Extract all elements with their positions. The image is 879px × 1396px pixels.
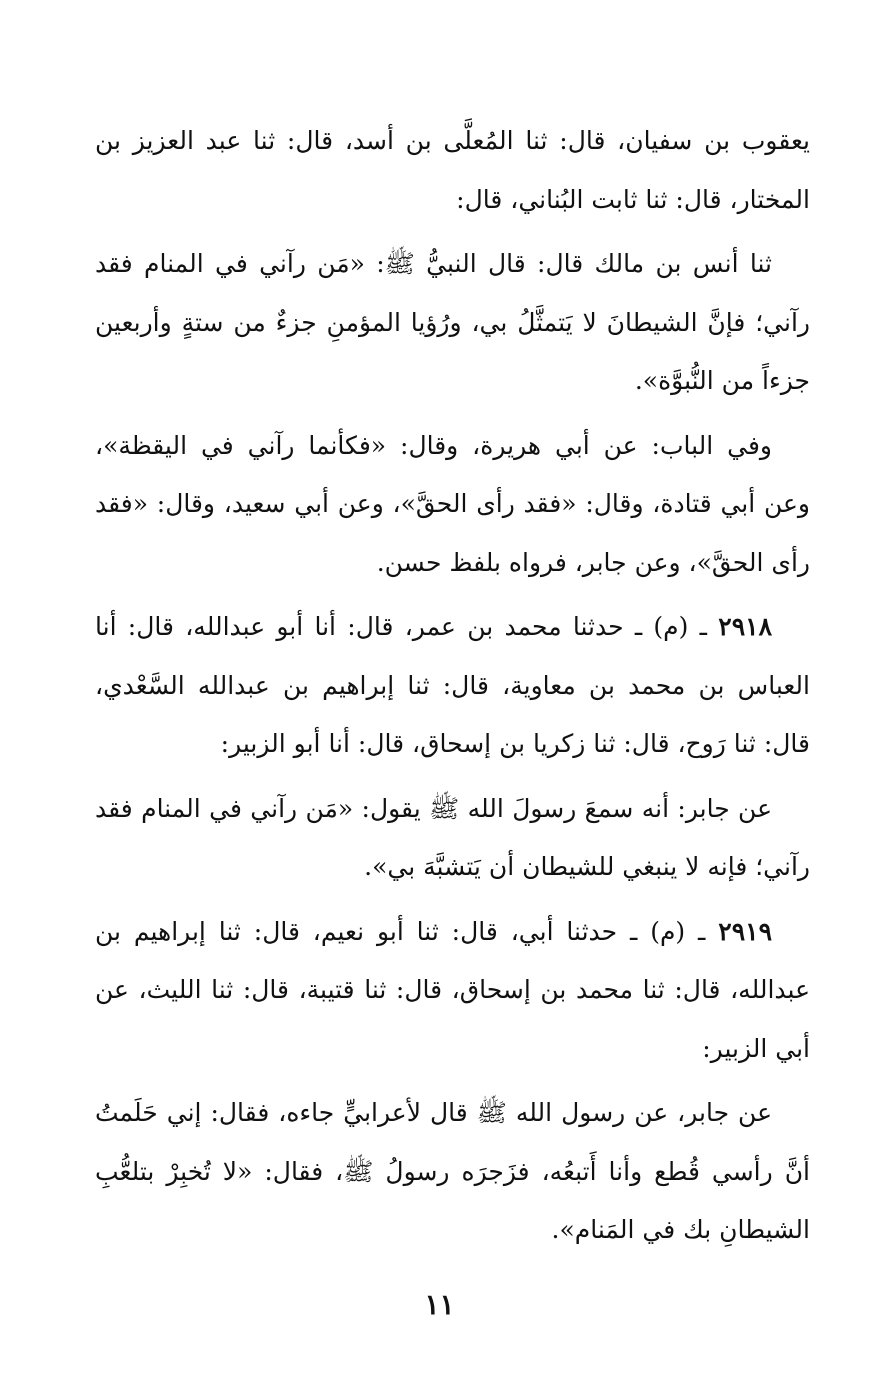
paragraph-text: يعقوب بن سفيان، قال: ثنا المُعلَّى بن أسد، قال: ثنا عبد العزيز بن المختار، قال: ثنا ثابت البُناني، قال: (95, 126, 810, 214)
paragraph-hadith-jabir-2 (95, 1084, 810, 1260)
paragraph-text: ثنا أنس بن مالك قال: قال النبيُّ ﷺ: «مَن رآني في المنام فقد رآني؛ فإنَّ الشيطانَ لا يَتمثَّلُ بي، ورُؤيا المؤمنِ جزءٌ من ستةٍ وأربعين جزءاً من النُّبوَّة». (95, 249, 810, 395)
hadith-number: ٢٩١٩ (718, 916, 772, 946)
paragraph-text: ـ (م) ـ حدثنا محمد بن عمر، قال: أنا أبو عبدالله، قال: أنا العباس بن محمد بن معاوية، قال: ثنا إبراهيم بن عبدالله السَّعْدي، قال: ثنا رَوح، قال: ثنا زكريا بن إسحاق، قال: أنا أبو الزبير: (95, 612, 810, 758)
page-body (95, 112, 810, 1260)
paragraph-isnad-continuation (95, 112, 810, 229)
paragraph-text: وفي الباب: عن أبي هريرة، وقال: «فكأنما رآني في اليقظة»، وعن أبي قتادة، وقال: «فقد رأى الحقَّ»، وعن أبي سعيد، وقال: «فقد رأى الحقَّ»، وعن جابر، فرواه بلفظ حسن. (95, 430, 810, 577)
paragraph-hadith-2918 (95, 598, 810, 774)
hadith-number: ٢٩١٨ (718, 612, 772, 641)
paragraph-hadith-2919 (95, 903, 810, 1079)
page-number: ١١ (424, 1288, 455, 1321)
paragraph-text: ـ (م) ـ حدثنا أبي، قال: ثنا أبو نعيم، قال: ثنا إبراهيم بن عبدالله، قال: ثنا محمد بن إسحاق، قال: ثنا قتيبة، قال: ثنا الليث، عن أبي الزبير: (95, 916, 810, 1063)
paragraph-fil-bab (95, 417, 810, 593)
paragraph-hadith-jabir-1 (95, 780, 810, 897)
paragraph-hadith-anas (95, 235, 810, 411)
paragraph-text: عن جابر، عن رسول الله ﷺ قال لأعرابيٍّ جاءه، فقال: إني حَلَمتُ أنَّ رأسي قُطع وأنا أَتبعُه، فزَجرَه رسولُ ﷺ، فقال: «لا تُخبِرْ بتلعُّبِ الشيطانِ بك في المَنام». (95, 1098, 810, 1244)
paragraph-text: عن جابر: أنه سمعَ رسولَ الله ﷺ يقول: «مَن رآني في المنام فقد رآني؛ فإنه لا ينبغي للشيطان أن يَتشبَّهَ بي». (95, 793, 810, 881)
